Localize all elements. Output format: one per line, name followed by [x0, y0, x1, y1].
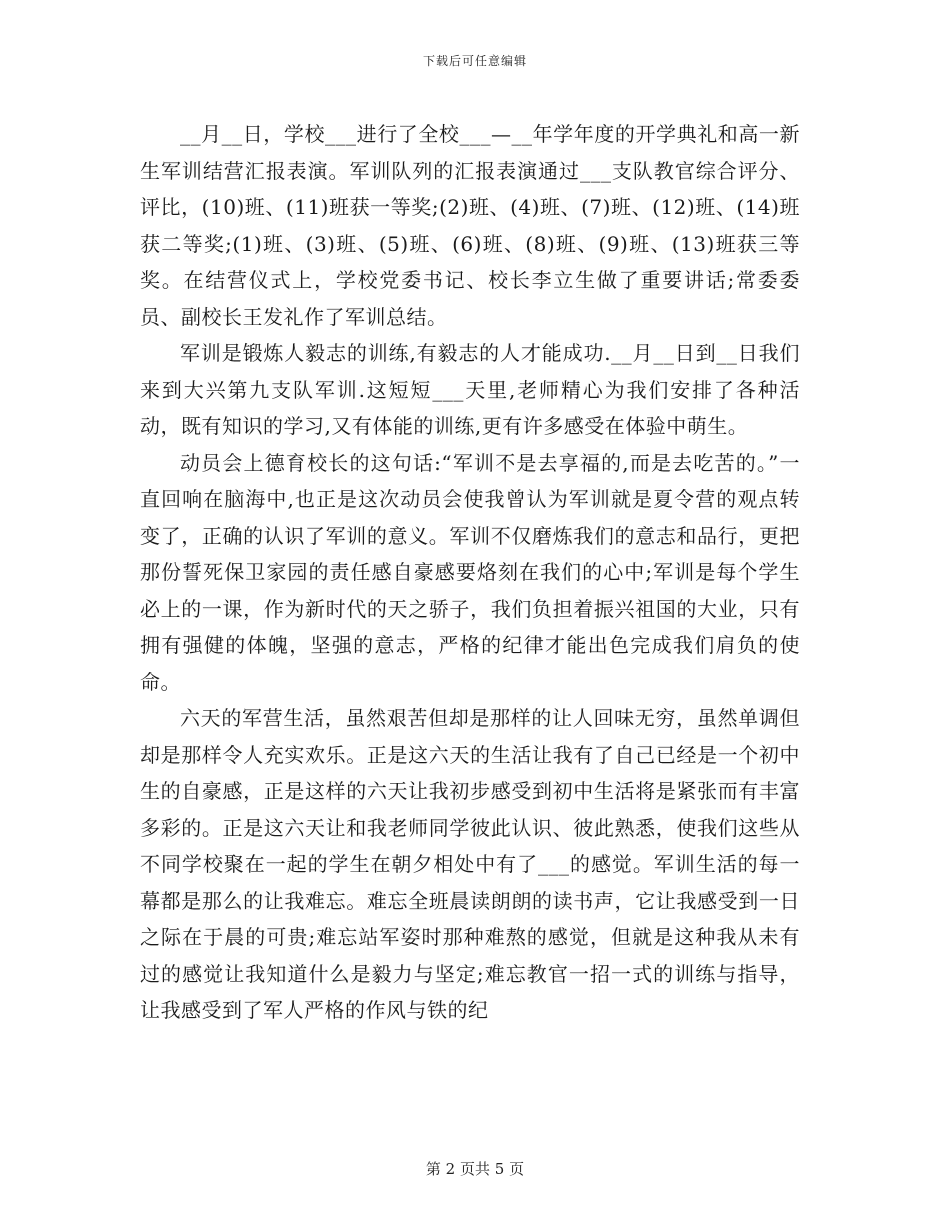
- document-body: [140, 116, 800, 1029]
- page-header: 下载后可任意编辑: [422, 54, 527, 68]
- paragraph-1: __月__日，学校___进行了全校___—__年学年度的开学典礼和高一新生军训结营汇报表演。军训队列的汇报表演通过___支队教官综合评分、评比，(10)班、(11)班获一等奖;(2)班、(4)班、(7)班、(12)班、(14)班获二等奖;(1)班、(3)班、(5)班、(6)班、(8)班、(9)班、(13)班获三等奖。在结营仪式上，学校党委书记、校长李立生做了重要讲话;常委委员、副校长王发礼作了军训总结。: [140, 122, 800, 329]
- page-footer: 第 2 页共 5 页: [425, 1160, 525, 1178]
- paragraph-4: 六天的军营生活，虽然艰苦但却是那样的让人回味无穷，虽然单调但却是那样令人充实欢乐。正是这六天的生活让我有了自己已经是一个初中生的自豪感，正是这样的六天让我初步感受到初中生活将是紧张而有丰富多彩的。正是这六天让和我老师同学彼此认识、彼此熟悉，使我们这些从不同学校聚在一起的学生在朝夕相处中有了___的感觉。军训生活的每一幕都是那么的让我难忘。难忘全班晨读朗朗的读书声，它让我感受到一日之际在于晨的可贵;难忘站军姿时那种难熬的感觉，但就是这种我从未有过的感觉让我知道什么是毅力与坚定;难忘教官一招一式的训练与指导，让我感受到了军人严格的作风与铁的纪: [140, 706, 800, 1022]
- paragraph-3: 动员会上德育校长的这句话:“军训不是去享福的,而是去吃苦的。”一直回响在脑海中,也正是这次动员会使我曾认为军训就是夏令营的观点转变了，正确的认识了军训的意义。军训不仅磨炼我们的意志和品行，更把那份誓死保卫家园的责任感自豪感要烙刻在我们的心中;军训是每个学生必上的一课，作为新时代的天之骄子，我们负担着振兴祖国的大业，只有拥有强健的体魄，坚强的意志，严格的纪律才能出色完成我们肩负的使命。: [140, 450, 800, 694]
- paragraph-2: 军训是锻炼人毅志的训练,有毅志的人才能成功.__月__日到__日我们来到大兴第九支队军训.这短短___天里,老师精心为我们安排了各种活动，既有知识的学习,又有体能的训练,更有许多感受在体验中萌生。: [140, 341, 800, 438]
